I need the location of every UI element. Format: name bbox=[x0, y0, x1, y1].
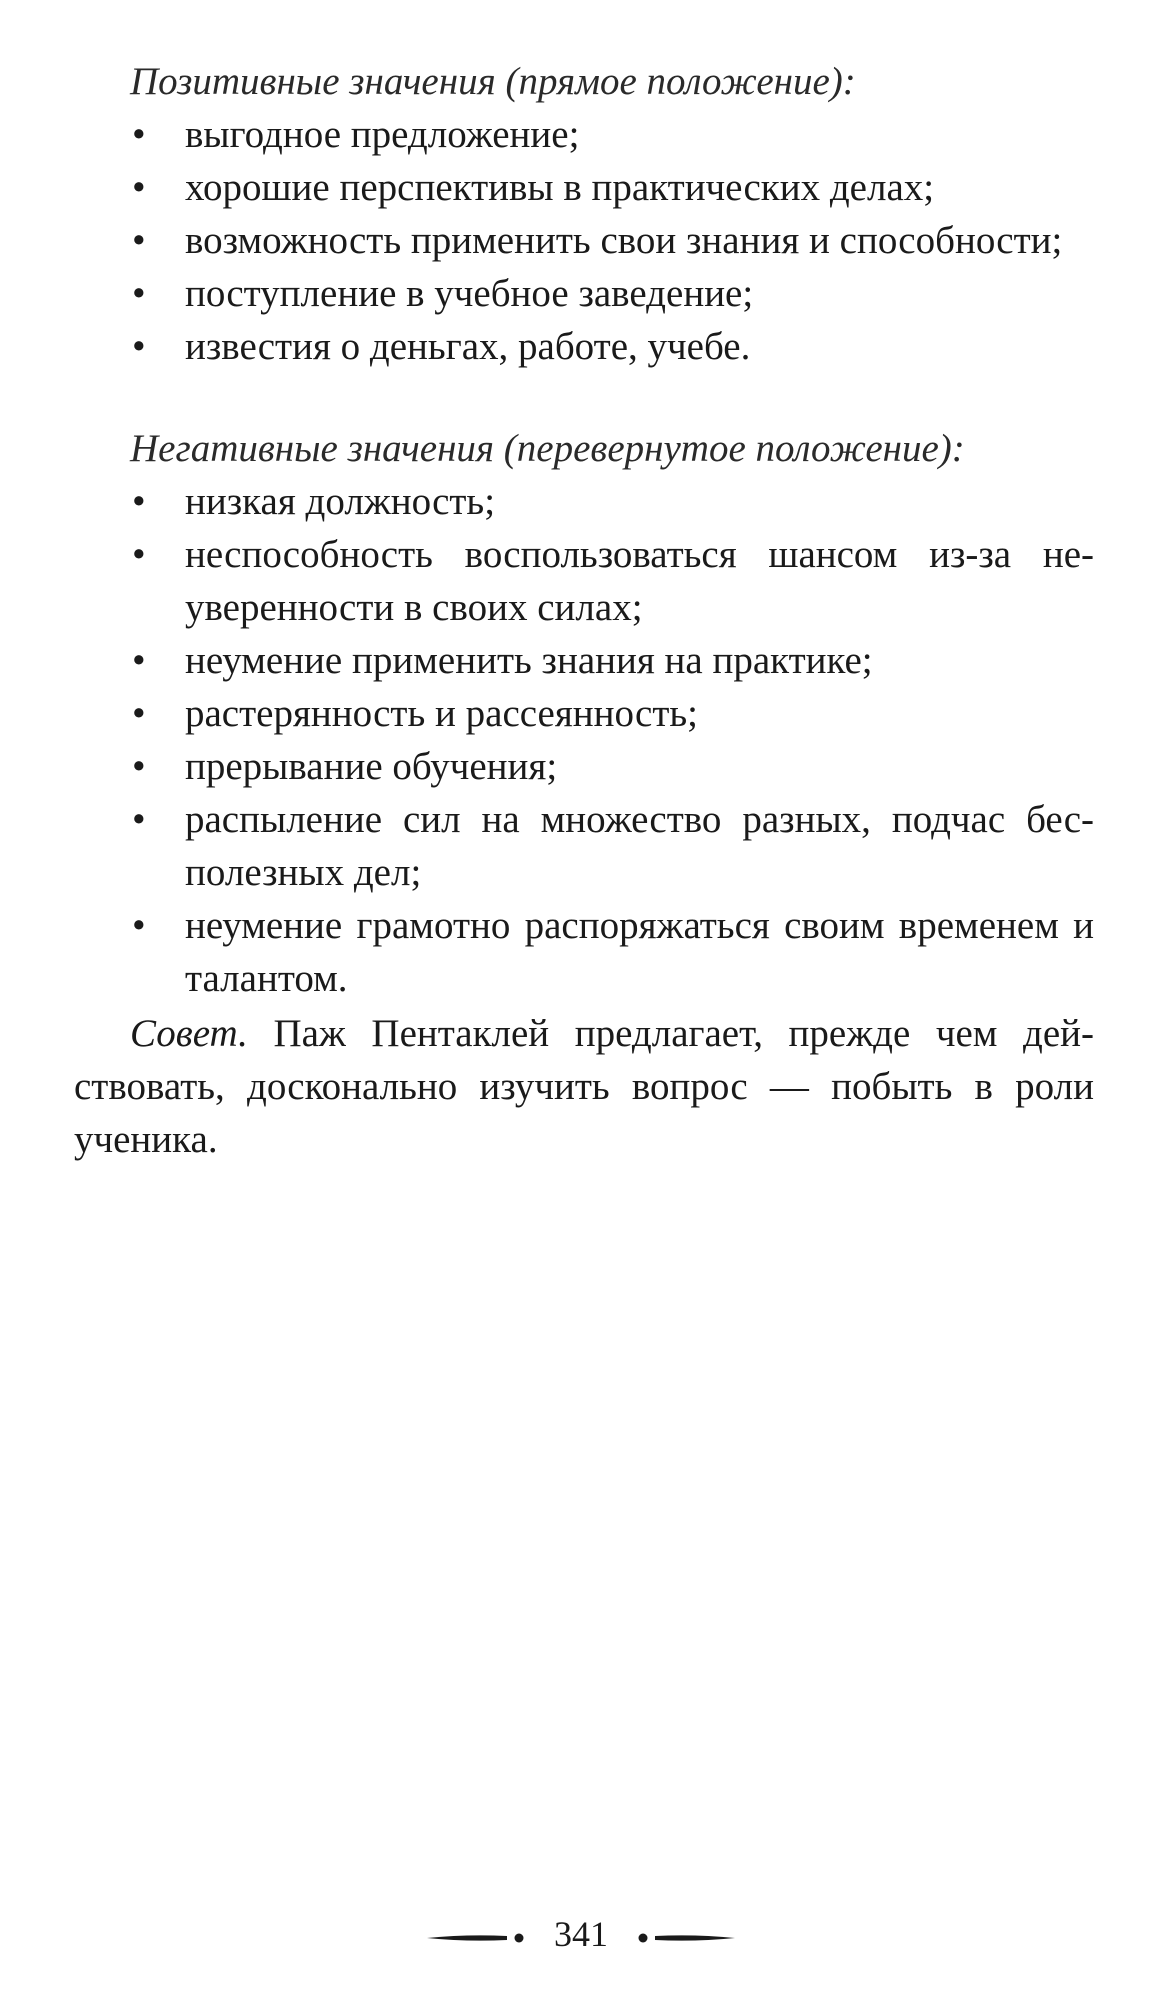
list-item-text: возможность применить свои знания и способности; bbox=[185, 219, 1063, 262]
page-footer bbox=[0, 1910, 1162, 1954]
list-item-text: низкая должность; bbox=[185, 480, 496, 523]
negative-heading: Негативные значения (перевернутое положение): bbox=[130, 427, 965, 470]
ornament-left-icon bbox=[427, 1914, 527, 1954]
page-number: 341 bbox=[554, 1913, 608, 1954]
list-item bbox=[130, 634, 1094, 687]
list-item bbox=[130, 267, 1094, 320]
list-item-text: неумение применить знания на практике; bbox=[185, 639, 873, 682]
list-item-text: неумение грамотно распоряжаться своим временем и талантом. bbox=[185, 904, 1094, 1000]
bullet-icon: • bbox=[132, 692, 146, 735]
page-content bbox=[74, 56, 1094, 1166]
list-item-text: известия о деньгах, работе, учебе. bbox=[185, 325, 751, 368]
section-gap bbox=[74, 373, 1094, 423]
list-item-text: прерывание обучения; bbox=[185, 745, 558, 788]
negative-list bbox=[74, 475, 1094, 1005]
bullet-icon: • bbox=[132, 639, 146, 682]
list-item bbox=[130, 687, 1094, 740]
positive-heading: Позитивные значения (прямое положение): bbox=[130, 60, 856, 103]
bullet-icon: • bbox=[132, 480, 146, 523]
list-item-text: поступление в учебное заведение; bbox=[185, 272, 754, 315]
list-item bbox=[130, 899, 1094, 1005]
list-item-text: распыление сил на множество разных, подчас бес-полезных дел; bbox=[185, 798, 1094, 894]
bullet-icon: • bbox=[132, 272, 146, 315]
list-item bbox=[130, 740, 1094, 793]
list-item bbox=[130, 108, 1094, 161]
bullet-icon: • bbox=[132, 745, 146, 788]
bullet-icon: • bbox=[132, 325, 146, 368]
list-item bbox=[130, 475, 1094, 528]
list-item bbox=[130, 161, 1094, 214]
ornament-right-icon bbox=[635, 1914, 735, 1954]
positive-list bbox=[74, 108, 1094, 373]
list-item-text: выгодное предложение; bbox=[185, 113, 580, 156]
advice-label: Совет. bbox=[130, 1012, 248, 1055]
bullet-icon: • bbox=[132, 166, 146, 209]
advice-paragraph bbox=[74, 1007, 1094, 1166]
bullet-icon: • bbox=[132, 798, 146, 841]
bullet-icon: • bbox=[132, 113, 146, 156]
list-item bbox=[130, 214, 1094, 267]
list-item bbox=[130, 528, 1094, 634]
list-item-text: хорошие перспективы в практических делах; bbox=[185, 166, 935, 209]
list-item-text: растерянность и рассеянность; bbox=[185, 692, 698, 735]
list-item bbox=[130, 320, 1094, 373]
bullet-icon: • bbox=[132, 219, 146, 262]
list-item-text: неспособность воспользоваться шансом из-за не-уверенности в своих силах; bbox=[185, 533, 1094, 629]
advice-text: Паж Пентаклей предлагает, прежде чем дей-ствовать, досконально изучить вопрос — побыть в роли ученика. bbox=[74, 1012, 1095, 1161]
bullet-icon: • bbox=[132, 904, 146, 947]
bullet-icon: • bbox=[132, 533, 146, 576]
list-item bbox=[130, 793, 1094, 899]
